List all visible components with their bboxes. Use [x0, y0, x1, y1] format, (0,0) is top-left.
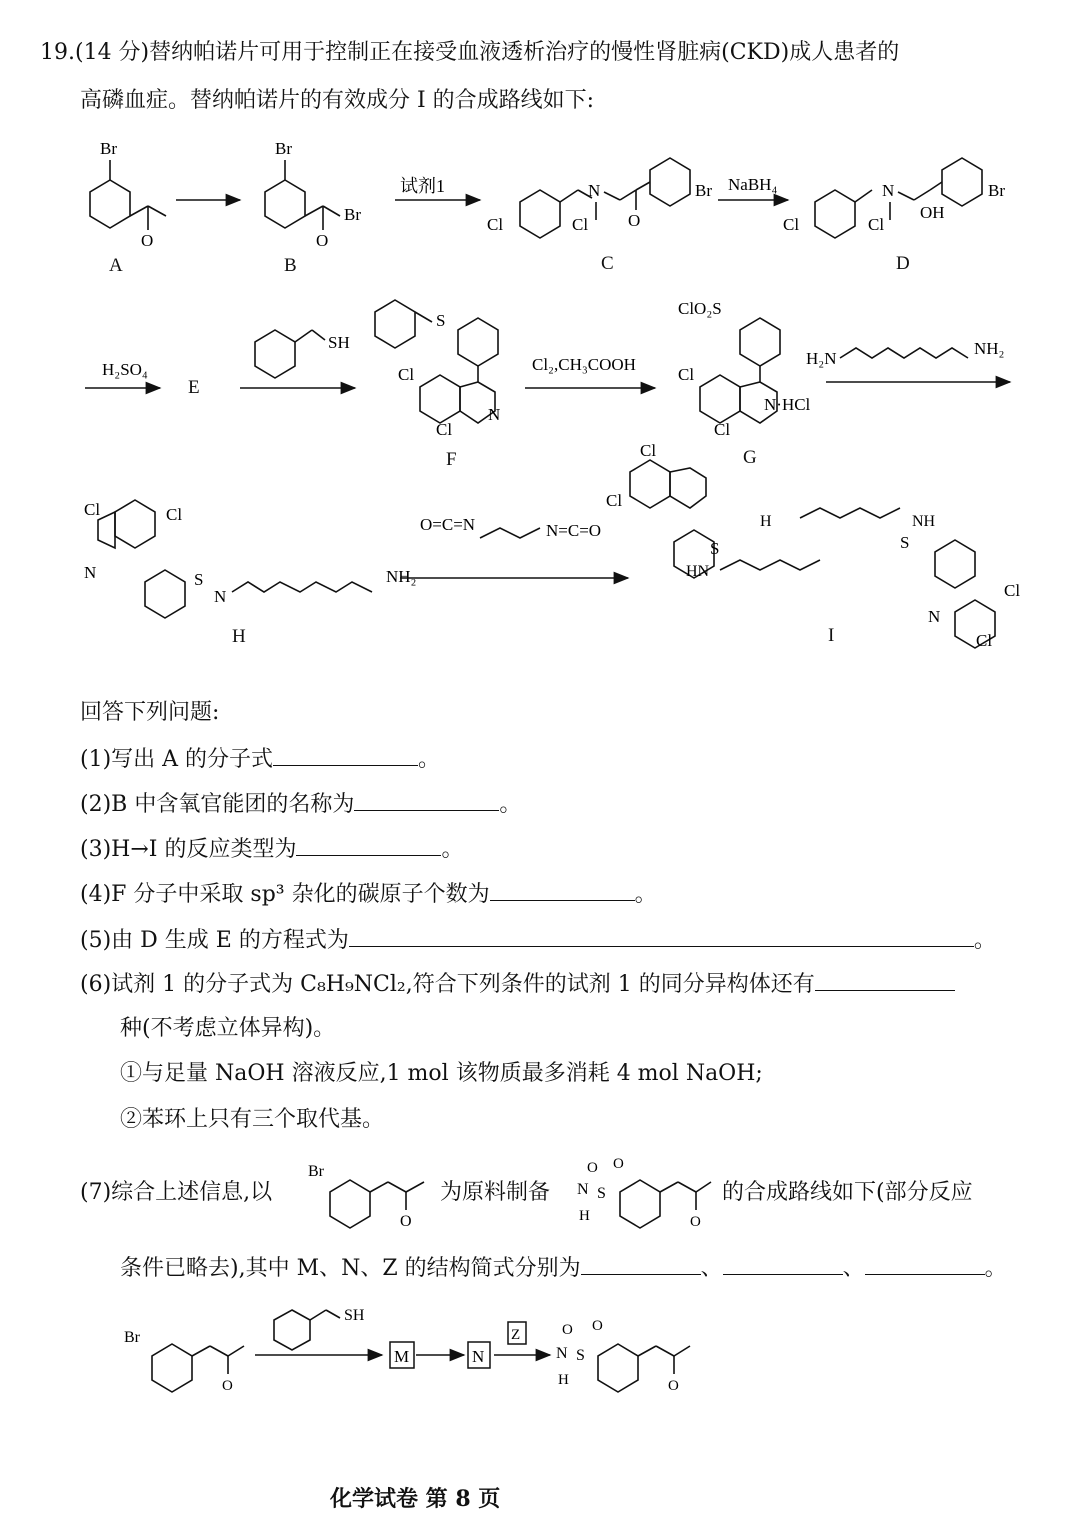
svg-text:O=C=N: O=C=N [420, 515, 476, 534]
question-6-condition-2: ②苯环上只有三个取代基。 [120, 1107, 385, 1132]
compound-h-structure [84, 500, 416, 618]
question-line-2: 高磷血症。替纳帕诺片的有效成分 I 的合成路线如下: [80, 88, 595, 113]
svg-text:Cl: Cl [398, 365, 415, 384]
question-3: (3)H→I 的反应类型为 。 [80, 833, 464, 865]
hcl-salt-label: N·HCl [764, 395, 811, 414]
label-compound-h: H [232, 626, 246, 647]
label-compound-g: G [743, 447, 757, 468]
answer-blank-1[interactable] [273, 743, 418, 766]
svg-text:Cl: Cl [640, 441, 657, 460]
compound-c-structure [487, 158, 712, 238]
svg-text:N: N [488, 405, 501, 424]
svg-text:N: N [214, 587, 227, 606]
svg-text:N: N [556, 1345, 568, 1362]
label-compound-b: B [284, 255, 297, 276]
compound-i-structure [606, 441, 1020, 650]
svg-text:S: S [576, 1347, 585, 1364]
question-line-1: 19.(14 分)替纳帕诺片可用于控制正在接受血液透析治疗的慢性肾脏病(CKD)成人患者的 [40, 40, 900, 65]
question-6-condition-1: ①与足量 NaOH 溶液反应,1 mol 该物质最多消耗 4 mol NaOH; [120, 1061, 763, 1086]
q7-starting-material-structure [300, 1150, 440, 1230]
reagent-nabh4-label: NaBH₄ [728, 175, 778, 194]
svg-text:O: O [587, 1160, 598, 1176]
answer-blank-2[interactable] [354, 788, 499, 811]
compound-g-structure [678, 299, 811, 439]
svg-text:Br: Br [695, 181, 712, 200]
question-4: (4)F 分子中采取 sp³ 杂化的碳原子个数为 。 [80, 878, 657, 910]
svg-text:O: O [592, 1318, 603, 1334]
page-footer: 化学试卷 第 8 页 [330, 1486, 501, 1512]
question-7-suffix: 的合成路线如下(部分反应 [722, 1180, 973, 1205]
box-n-label: N [472, 1347, 485, 1366]
answer-blank-3[interactable] [296, 833, 441, 856]
svg-text:O: O [400, 1213, 412, 1230]
svg-text:Br: Br [100, 139, 117, 158]
svg-text:S: S [436, 311, 446, 330]
q7-target-structure [565, 1150, 715, 1230]
answer-blank-z[interactable] [865, 1252, 985, 1275]
svg-text:Cl: Cl [976, 631, 993, 650]
question-2: (2)B 中含氧官能团的名称为 。 [80, 788, 521, 820]
compound-b-structure [265, 139, 361, 250]
svg-text:Cl: Cl [436, 420, 453, 439]
q7-synthesis-route [110, 1300, 730, 1410]
box-m-label: M [394, 1347, 410, 1366]
svg-text:NH₂: NH₂ [386, 567, 417, 586]
sulfonyl-chloride-label: ClO₂S [678, 299, 722, 318]
svg-text:S: S [900, 533, 910, 552]
compound-a-structure [90, 139, 166, 250]
svg-text:O: O [613, 1156, 624, 1172]
svg-text:N: N [577, 1181, 589, 1198]
label-compound-c: C [601, 253, 614, 274]
svg-text:S: S [194, 570, 204, 589]
svg-text:Cl: Cl [487, 215, 504, 234]
svg-text:N: N [882, 181, 895, 200]
svg-text:O: O [222, 1378, 233, 1394]
svg-text:Br: Br [124, 1329, 140, 1346]
svg-text:S: S [597, 1185, 606, 1202]
answer-blank-6[interactable] [815, 968, 955, 991]
svg-text:O: O [141, 231, 154, 250]
question-5: (5)由 D 生成 E 的方程式为 。 [80, 924, 996, 956]
reagent-1-label: 试剂1 [400, 176, 445, 196]
question-6-line-1: (6)试剂 1 的分子式为 C₈H₉NCl₂,符合下列条件的试剂 1 的同分异构体还有 [80, 968, 955, 1000]
compound-d-structure [783, 158, 1005, 238]
question-7-line-2: 条件已略去),其中 M、N、Z 的结构简式分别为 、 、 。 [120, 1252, 1007, 1284]
question-6-line-2: 种(不考虑立体异构)。 [120, 1016, 336, 1041]
svg-text:Cl: Cl [606, 491, 623, 510]
svg-text:O: O [628, 211, 641, 230]
svg-text:O: O [316, 231, 329, 250]
svg-text:Cl: Cl [678, 365, 695, 384]
svg-text:H: H [558, 1372, 569, 1388]
svg-text:N: N [84, 563, 97, 582]
svg-text:Br: Br [988, 181, 1005, 200]
svg-text:Cl: Cl [783, 215, 800, 234]
label-compound-i: I [828, 625, 835, 646]
diamine-right-label: NH₂ [974, 339, 1005, 358]
synthesis-route-diagram [0, 130, 1080, 660]
box-z-label: Z [511, 1327, 521, 1343]
benzyl-thiol-reagent [255, 330, 350, 378]
svg-text:Br: Br [344, 205, 361, 224]
answer-blank-n[interactable] [723, 1252, 843, 1275]
svg-text:O: O [668, 1378, 679, 1394]
svg-text:S: S [710, 539, 720, 558]
svg-text:H: H [579, 1208, 590, 1224]
label-compound-e: E [188, 377, 200, 398]
svg-text:Br: Br [308, 1163, 324, 1180]
svg-text:Cl: Cl [714, 420, 731, 439]
svg-text:HN: HN [686, 563, 710, 580]
question-7-prefix: (7)综合上述信息,以 [80, 1180, 273, 1205]
question-1: (1)写出 A 的分子式 。 [80, 743, 440, 775]
answer-blank-m[interactable] [581, 1252, 701, 1275]
svg-text:O: O [562, 1322, 573, 1338]
svg-text:N=C=O: N=C=O [546, 521, 602, 540]
svg-text:Cl: Cl [1004, 581, 1021, 600]
question-7-middle: 为原料制备 [440, 1180, 551, 1205]
answer-blank-5[interactable] [349, 924, 974, 947]
svg-text:N: N [928, 607, 941, 626]
label-compound-d: D [896, 253, 910, 274]
svg-text:SH: SH [344, 1307, 365, 1324]
diamine-left-label: H₂N [806, 349, 837, 368]
answer-prompt: 回答下列问题: [80, 700, 220, 725]
reagent-h2so4-label: H₂SO₄ [102, 360, 148, 379]
svg-text:O: O [690, 1214, 701, 1230]
svg-text:N: N [588, 181, 601, 200]
svg-text:Cl: Cl [572, 215, 589, 234]
svg-text:Cl: Cl [868, 215, 885, 234]
svg-text:H: H [760, 513, 772, 530]
reagent-sh-label: SH [328, 333, 350, 352]
reagent-cl2-label: Cl₂,CH₃COOH [532, 355, 636, 374]
svg-text:Cl: Cl [166, 505, 183, 524]
label-compound-f: F [446, 449, 457, 470]
compound-f-structure [375, 300, 500, 439]
hydroxyl-label: OH [920, 203, 945, 222]
svg-text:NH: NH [912, 513, 936, 530]
answer-blank-4[interactable] [490, 878, 635, 901]
svg-text:Br: Br [275, 139, 292, 158]
label-compound-a: A [109, 255, 123, 276]
svg-text:Cl: Cl [84, 500, 101, 519]
